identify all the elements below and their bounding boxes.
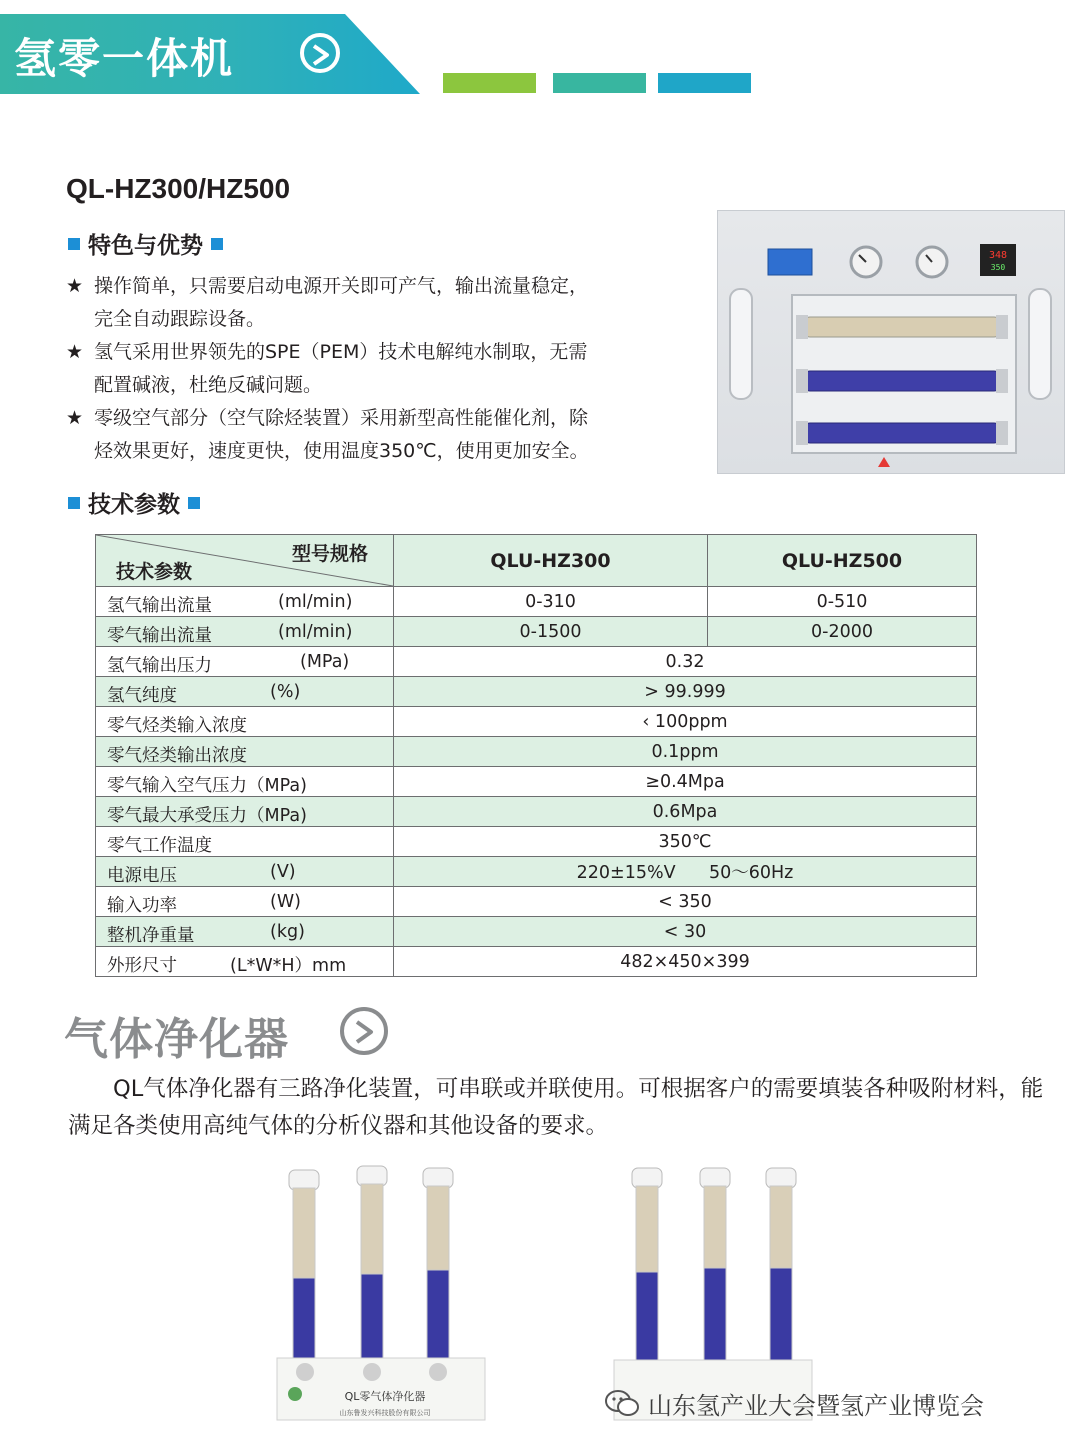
table-cell: 482×450×399 xyxy=(394,947,977,977)
corner-top-label: 型号规格 xyxy=(291,543,368,565)
star-icon: ★ xyxy=(66,341,84,363)
param-unit: (%) xyxy=(270,682,301,702)
table-row xyxy=(96,857,977,887)
table-row xyxy=(96,887,977,917)
table-row xyxy=(96,917,977,947)
param-name: 零气输入空气压力（MPa) xyxy=(107,776,307,796)
param-name: 零气输出流量 xyxy=(107,626,212,646)
param-name: 零气烃类输入浓度 xyxy=(107,716,247,736)
table-cell: ≥0.4Mpa xyxy=(394,767,977,797)
specs-heading xyxy=(60,486,208,519)
model-header: QLU-HZ300 xyxy=(394,535,708,587)
feature-line: 烃效果更好，速度更快，使用温度350℃，使用更加安全。 xyxy=(94,440,589,462)
param-name: 电源电压 xyxy=(107,866,177,886)
wechat-icon xyxy=(604,1388,640,1418)
watermark xyxy=(604,1383,984,1423)
param-name: 输入功率 xyxy=(107,896,177,916)
table-row xyxy=(96,797,977,827)
param-name: 零气工作温度 xyxy=(107,836,212,856)
table-row xyxy=(96,677,977,707)
accent-bar-blue xyxy=(658,73,751,93)
param-name: 整机净重量 xyxy=(107,926,195,946)
accent-bar-teal xyxy=(553,73,646,93)
specs-heading-label: 技术参数 xyxy=(88,492,180,518)
feature-item xyxy=(66,336,686,402)
purifier-base-sublabel: 山东鲁发兴科技股份有限公司 xyxy=(339,1409,431,1417)
spec-table xyxy=(95,534,977,977)
table-cell: 0-2000 xyxy=(708,617,977,647)
table-cell: < 350 xyxy=(394,887,977,917)
param-name: 氢气纯度 xyxy=(107,686,177,706)
param-name: 外形尺寸 xyxy=(107,956,177,976)
param-unit: (kg) xyxy=(270,922,305,942)
param-name: 零气烃类输出浓度 xyxy=(107,746,247,766)
param-name: 零气最大承受压力（MPa) xyxy=(107,806,307,826)
feature-line: 配置碱液，杜绝反碱问题。 xyxy=(94,374,323,396)
param-unit: (ml/min) xyxy=(278,622,353,642)
feature-line: 完全自动跟踪设备。 xyxy=(94,308,266,330)
controller-bottom-value: 350 xyxy=(990,263,1006,272)
square-bullet-icon xyxy=(188,497,200,509)
param-unit: (ml/min) xyxy=(278,592,353,612)
feature-line: 零级空气部分（空气除烃装置）采用新型高性能催化剂，除 xyxy=(94,407,589,429)
model-title: QL-HZ300/HZ500 xyxy=(66,173,291,204)
feature-line: 氢气采用世界领先的SPE（PEM）技术电解纯水制取，无需 xyxy=(94,341,588,363)
corner-cell xyxy=(96,535,394,587)
features-heading xyxy=(60,227,231,260)
table-cell: < 30 xyxy=(394,917,977,947)
model-header: QLU-HZ500 xyxy=(708,535,977,587)
table-cell: 0-310 xyxy=(394,587,708,617)
feature-item xyxy=(66,402,686,468)
corner-bottom-label: 技术参数 xyxy=(116,561,193,583)
table-cell: 0-510 xyxy=(708,587,977,617)
table-row xyxy=(96,947,977,977)
table-cell: 350℃ xyxy=(394,827,977,857)
purifier-arrow-icon xyxy=(340,1007,388,1055)
table-row xyxy=(96,707,977,737)
param-unit: (L*W*H）mm xyxy=(230,956,347,976)
table-cell: 0.1ppm xyxy=(394,737,977,767)
param-unit: (MPa) xyxy=(300,652,350,672)
table-cell: ‹ 100ppm xyxy=(394,707,977,737)
purifier-photo-left xyxy=(275,1160,490,1425)
generator-photo xyxy=(717,210,1065,474)
purifier-description: QL气体净化器有三路净化装置，可串联或并联使用。可根据客户的需要填装各种吸附材料，能满足各类使用高纯气体的分析仪器和其他设备的要求。 xyxy=(68,1076,1044,1139)
table-cell: 0.6Mpa xyxy=(394,797,977,827)
header-title: 氢零一体机 xyxy=(14,34,235,83)
watermark-text: 山东氢产业大会暨氢产业博览会 xyxy=(648,1391,984,1420)
param-unit: (V) xyxy=(270,862,296,882)
table-row xyxy=(96,827,977,857)
accent-bar-green xyxy=(443,73,536,93)
header-arrow-icon xyxy=(300,33,340,73)
purifier-title: 气体净化器 xyxy=(64,1014,289,1065)
features-heading-label: 特色与优势 xyxy=(88,233,203,259)
table-row xyxy=(96,587,977,617)
square-bullet-icon xyxy=(68,497,80,509)
star-icon: ★ xyxy=(66,407,84,429)
table-cell: 0.32 xyxy=(394,647,977,677)
table-cell: 0-1500 xyxy=(394,617,708,647)
table-row xyxy=(96,647,977,677)
table-cell: 220±15%V 50～60Hz xyxy=(394,857,977,887)
features-list xyxy=(66,270,686,468)
param-name: 氢气输出流量 xyxy=(107,596,212,616)
square-bullet-icon xyxy=(68,238,80,250)
feature-item xyxy=(66,270,686,336)
table-cell: > 99.999 xyxy=(394,677,977,707)
table-row xyxy=(96,617,977,647)
feature-line: 操作简单，只需要启动电源开关即可产气，输出流量稳定， xyxy=(94,275,589,297)
param-unit: (W) xyxy=(270,892,301,912)
table-row xyxy=(96,767,977,797)
table-row xyxy=(96,737,977,767)
controller-top-value: 348 xyxy=(988,250,1008,261)
table-header-row xyxy=(96,535,977,587)
star-icon: ★ xyxy=(66,275,84,297)
param-name: 氢气输出压力 xyxy=(107,656,212,676)
square-bullet-icon xyxy=(211,238,223,250)
purifier-base-label: QL零气体净化器 xyxy=(344,1390,426,1403)
